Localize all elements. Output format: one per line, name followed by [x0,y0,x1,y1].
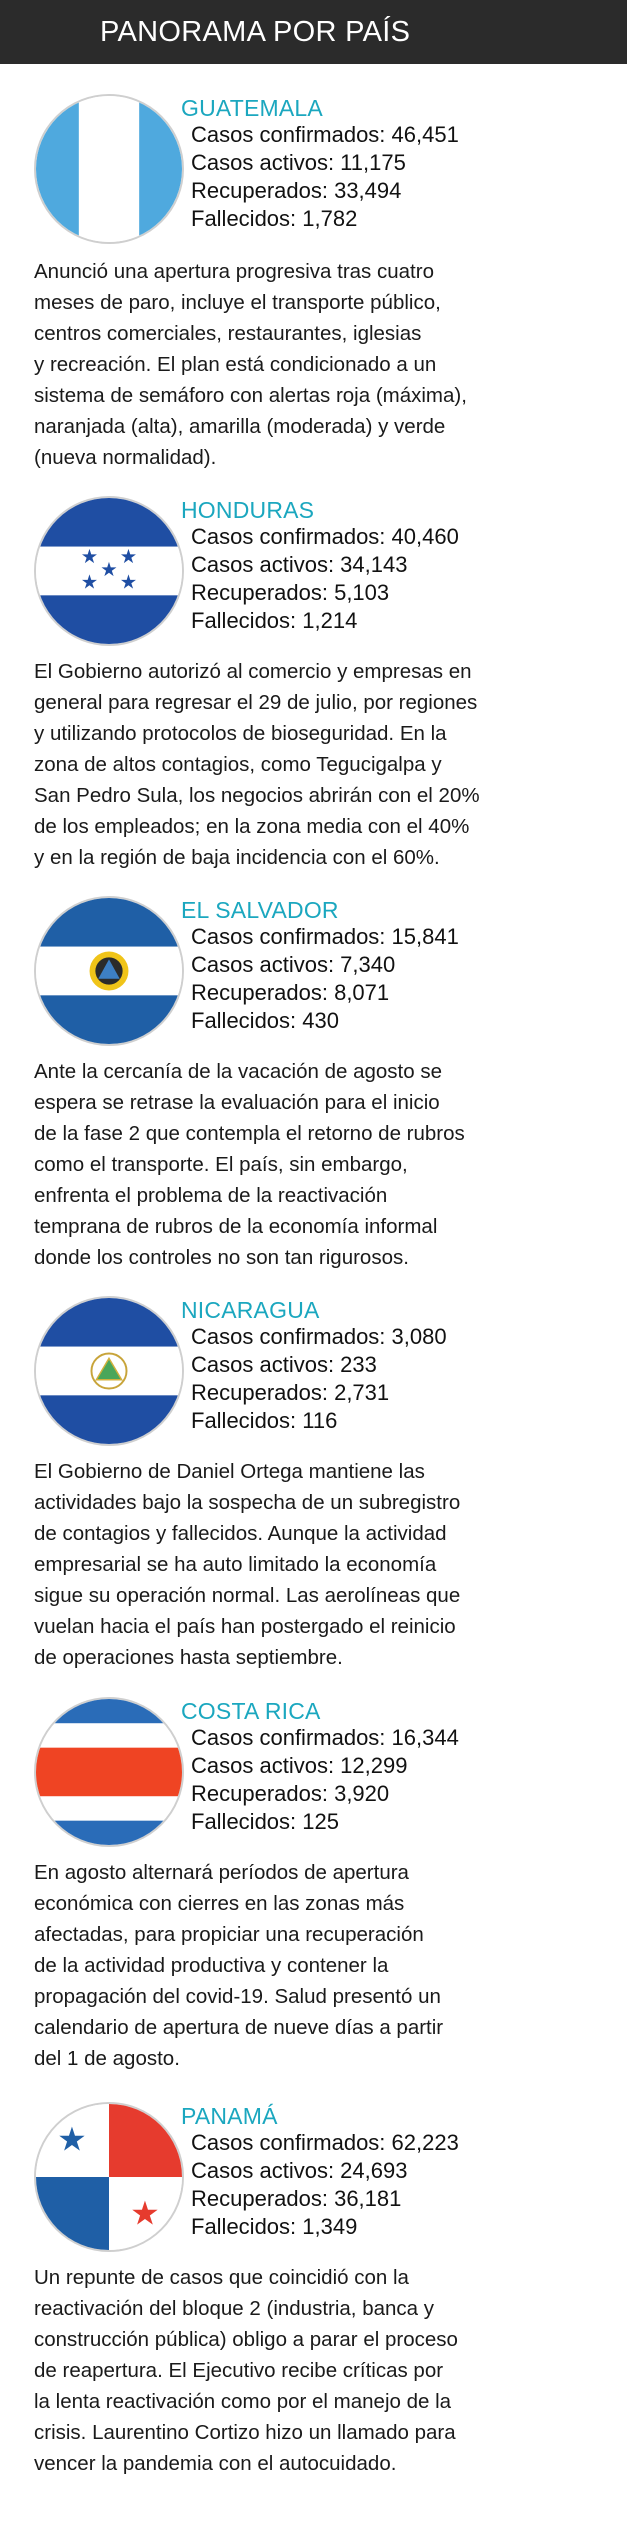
panama-flag-icon [34,2102,184,2252]
description-line: general para regresar el 29 de julio, por regiones [34,691,478,714]
stat-recovered: Recuperados: 5,103 [191,580,390,605]
costa-rica-flag-icon [34,1697,184,1847]
country-description [34,1857,604,2074]
description-line: centros comerciales, restaurantes, iglesias [34,322,422,345]
stat-active: Casos activos: 11,175 [191,150,406,175]
description-line: El Gobierno de Daniel Ortega mantiene las [34,1460,425,1483]
stat-deaths: Fallecidos: 125 [191,1809,339,1834]
stat-confirmed: Casos confirmados: 40,460 [191,524,459,549]
description-line: y utilizando protocolos de bioseguridad. En la [34,722,447,745]
description-line: Anunció una apertura progresiva tras cuatro [34,260,434,283]
description-line: naranjada (alta), amarilla (moderada) y verde [34,415,446,438]
description-line: El Gobierno autorizó al comercio y empresas en [34,660,472,683]
svg-text:★: ★ [80,545,99,569]
description-line: como el transporte. El país, sin embargo, [34,1153,408,1176]
description-line: meses de paro, incluye el transporte público, [34,291,441,314]
stat-deaths: Fallecidos: 1,349 [191,2214,358,2239]
description-line: de los empleados; en la zona media con el 40% [34,815,470,838]
description-line: del 1 de agosto. [34,2047,180,2070]
description-line: la lenta reactivación como por el manejo de la [34,2390,452,2413]
page-header [0,0,627,64]
description-line: sigue su operación normal. Las aerolíneas que [34,1584,461,1607]
stat-confirmed: Casos confirmados: 15,841 [191,924,459,949]
description-line: empresarial se ha auto limitado la economía [34,1553,437,1576]
country-name: HONDURAS [181,497,315,523]
description-line: de la fase 2 que contempla el retorno de rubros [34,1122,465,1145]
guatemala-flag-icon [34,94,184,244]
nicaragua-flag-icon [34,1296,184,1446]
description-line: construcción pública) obligo a parar el proceso [34,2328,458,2351]
description-line: vencer la pandemia con el autocuidado. [34,2452,397,2475]
honduras-flag-icon [34,496,184,646]
description-line: San Pedro Sula, los negocios abrirán con el 20% [34,784,480,807]
description-line: de contagios y fallecidos. Aunque la actividad [34,1522,447,1545]
description-line: temprana de rubros de la economía informal [34,1215,438,1238]
country-name: NICARAGUA [181,1297,320,1323]
country-description [34,1456,604,1673]
description-line: y en la región de baja incidencia con el 60%. [34,846,440,869]
stat-recovered: Recuperados: 33,494 [191,178,402,203]
stat-deaths: Fallecidos: 1,214 [191,608,358,633]
country-stats [191,523,459,635]
el-salvador-flag-icon [34,896,184,1046]
svg-text:★: ★ [130,2193,160,2233]
description-line: de reapertura. El Ejecutivo recibe críticas por [34,2359,444,2382]
stat-active: Casos activos: 24,693 [191,2158,408,2183]
stat-confirmed: Casos confirmados: 16,344 [191,1725,459,1750]
stat-deaths: Fallecidos: 1,782 [191,206,358,231]
svg-text:★: ★ [80,570,99,594]
stat-recovered: Recuperados: 2,731 [191,1380,390,1405]
description-line: de operaciones hasta septiembre. [34,1646,343,1669]
description-line: enfrenta el problema de la reactivación [34,1184,388,1207]
description-line: económica con cierres en las zonas más [34,1892,405,1915]
stat-recovered: Recuperados: 36,181 [191,2186,402,2211]
stat-deaths: Fallecidos: 430 [191,1008,339,1033]
stat-active: Casos activos: 233 [191,1352,377,1377]
description-line: En agosto alternará períodos de apertura [34,1861,409,1884]
description-line: sistema de semáforo con alertas roja (máxima), [34,384,467,407]
stat-confirmed: Casos confirmados: 3,080 [191,1324,447,1349]
stat-active: Casos activos: 12,299 [191,1753,408,1778]
country-description [34,656,604,873]
description-line: de la actividad productiva y contener la [34,1954,389,1977]
country-stats [191,1724,459,1836]
description-line: (nueva normalidad). [34,446,217,469]
country-name: GUATEMALA [181,95,323,121]
stat-deaths: Fallecidos: 116 [191,1408,338,1433]
stat-active: Casos activos: 34,143 [191,552,408,577]
stat-confirmed: Casos confirmados: 46,451 [191,122,459,147]
page-title: PANORAMA POR PAÍS [100,16,411,48]
description-line: propagación del covid-19. Salud presentó un [34,1985,441,2008]
description-line: donde los controles no son tan rigurosos. [34,1246,409,1269]
country-description [34,2262,604,2479]
country-description [34,256,604,473]
description-line: afectadas, para propiciar una recuperación [34,1923,424,1946]
country-name: PANAMÁ [181,2103,278,2129]
country-stats [191,1323,447,1435]
description-line: reactivación del bloque 2 (industria, banca y [34,2297,434,2320]
stat-recovered: Recuperados: 8,071 [191,980,390,1005]
description-line: espera se retrase la evaluación para el inicio [34,1091,440,1114]
country-stats [191,2129,459,2241]
svg-text:★: ★ [119,570,138,594]
country-stats [191,923,459,1035]
description-line: zona de altos contagios, como Tegucigalpa y [34,753,442,776]
description-line: calendario de apertura de nueve días a partir [34,2016,444,2039]
description-line: crisis. Laurentino Cortizo hizo un llamado para [34,2421,456,2444]
country-name: COSTA RICA [181,1698,321,1724]
stat-active: Casos activos: 7,340 [191,952,396,977]
description-line: y recreación. El plan está condicionado a un [34,353,437,376]
country-description [34,1056,604,1273]
svg-text:★: ★ [57,2119,87,2159]
stat-confirmed: Casos confirmados: 62,223 [191,2130,459,2155]
description-line: Un repunte de casos que coincidió con la [34,2266,409,2289]
svg-text:★: ★ [119,545,138,569]
country-stats [191,121,459,233]
description-line: vuelan hacia el país han postergado el reinicio [34,1615,456,1638]
description-line: actividades bajo la sospecha de un subregistro [34,1491,461,1514]
country-name: EL SALVADOR [181,897,339,923]
description-line: Ante la cercanía de la vacación de agosto se [34,1060,442,1083]
stat-recovered: Recuperados: 3,920 [191,1781,390,1806]
svg-text:★: ★ [100,557,118,581]
